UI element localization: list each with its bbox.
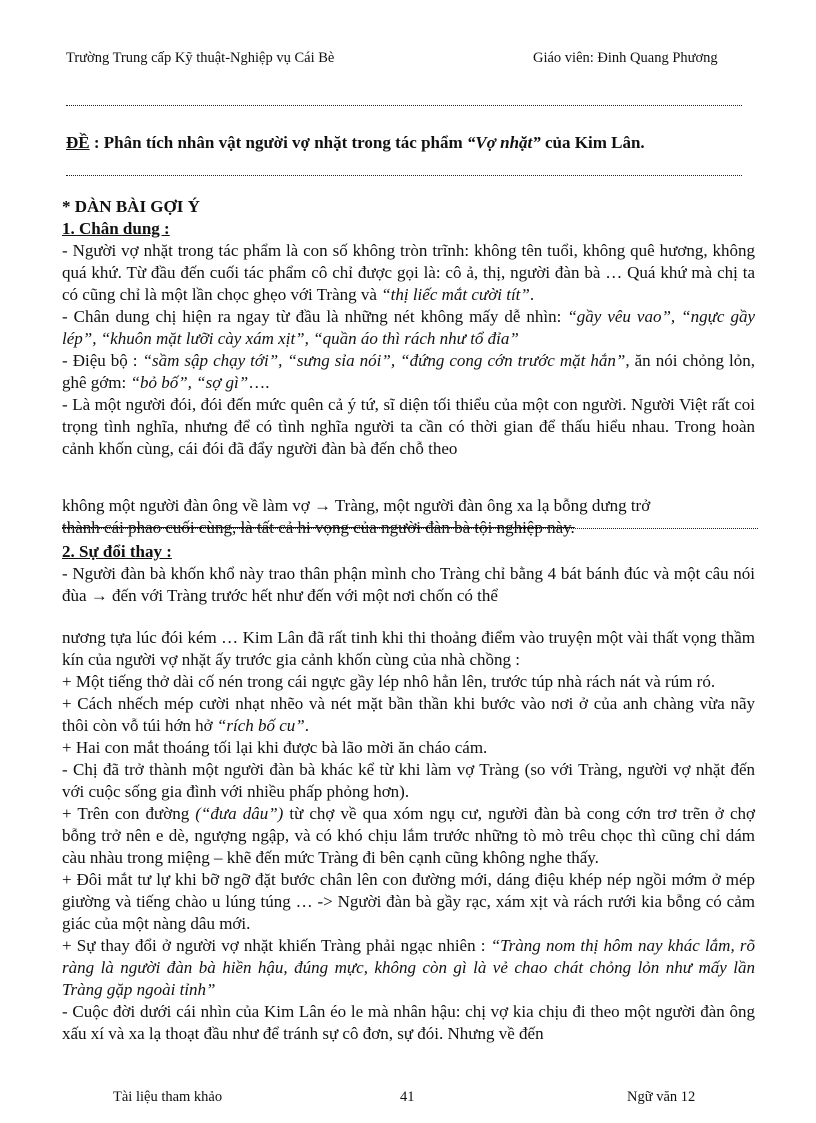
text-run: .	[529, 285, 535, 304]
title-suffix: của Kim Lân.	[540, 133, 645, 152]
title-work: “Vợ nhặt”	[466, 133, 541, 152]
paragraph	[62, 935, 755, 1001]
text-run: + Trên con đường	[62, 804, 196, 823]
text-run: , ăn nói chỏng lỏn, ghê gớm:	[62, 351, 755, 392]
text-run: ….	[248, 373, 270, 392]
title-text: Phân tích nhân vật người vợ nhặt trong tác phẩm	[103, 133, 467, 152]
paragraph: - Là một người đói, đói đến mức quên cả ý tứ, sĩ diện tối thiểu của một con người. Người Việt rất coi trọng tình nghĩa, nhưng để có tình nghĩa người ta cần có thời gian để thấu hiểu nhau. Trong hoàn cảnh khốn cùng, cái đói đã đẩy người đàn bà đến chỗ theo	[62, 395, 755, 458]
quote: “Tràng nom thị hôm nay khác lắm, rõ ràng là người đàn bà hiền hậu, đúng mực, không còn gì là vẻ chao chát chỏng lỏn như mấy lần Tràng gặp ngoài tỉnh”	[62, 936, 756, 999]
outline-heading: * DÀN BÀI GỢI Ý	[62, 197, 200, 216]
quote: “thị liếc mắt cười tít”	[381, 285, 530, 304]
text-run: - Chân dung chị hiện ra ngay từ đầu là những nét không mấy dễ nhìn:	[62, 307, 568, 326]
text-run: - Điệu bộ :	[62, 351, 143, 370]
paragraph: không một người đàn ông về làm vợ → Tràng, một người đàn ông xa lạ bỗng dưng trở	[62, 496, 651, 515]
paragraph	[62, 306, 755, 350]
paragraph: - Cuộc đời dưới cái nhìn của Kim Lân éo le mà nhân hậu: chị vợ kia chịu đi theo một người đàn ông xấu xí và xa lạ thoạt đầu như để tránh sự cô đơn, sự đói. Nhưng về đến	[62, 1002, 755, 1043]
paragraph	[62, 350, 755, 394]
paragraph	[62, 803, 755, 869]
text-run: .	[304, 716, 310, 735]
title-colon: :	[89, 133, 104, 152]
dotted-divider	[66, 175, 742, 176]
paragraph: + Một tiếng thở dài cố nén trong cái ngực gầy lép nhô hẳn lên, trước túp nhà rách nát và rúm ró.	[62, 672, 716, 691]
title-prefix: ĐỀ	[66, 133, 90, 152]
text-run: + Sự thay đổi ở người vợ nhặt khiến Tràng phải ngạc nhiên :	[62, 936, 491, 955]
paragraph: - Chị đã trở thành một người đàn bà khác kể từ khi làm vợ Tràng (so với Tràng, người vợ nhặt đến với cuộc sống gia đình với nhiều phấp phỏng hơn).	[62, 760, 755, 801]
quote: “gầy vêu vao”, “ngực gầy lép”, “khuôn mặt lưỡi cày xám xịt”, “quần áo thì rách như tổ đỉa”	[62, 307, 755, 348]
paragraph: + Hai con mắt thoáng tối lại khi được bà lão mời ăn cháo cám.	[62, 738, 488, 757]
header-teacher: Giáo viên: Đinh Quang Phương	[533, 50, 718, 66]
footer-right: Ngữ văn 12	[627, 1089, 696, 1105]
outline-section-2-continued	[62, 627, 755, 1045]
paragraph: thành cái phao cuối cùng, là tất cả hi vọng của người đàn bà tội nghiệp này.	[62, 518, 575, 537]
dotted-divider	[62, 528, 758, 529]
paragraph	[62, 240, 755, 306]
text-run: từ chợ về qua xóm ngụ cư, người đàn bà cong cớn trơ trẽn ở chợ bỗng trở nên e dè, ngượng ngập, và có khó chịu lắm trước những tò mò trêu chọc thì cũng chỉ dám càu nhàu trong miệng – khẽ đến mức Tràng đi bên cạnh cũng không nghe thấy.	[62, 804, 755, 867]
quote: “sầm sập chạy tới”, “sưng sỉa nói”, “đứng cong cớn trước mặt hắn”	[142, 351, 626, 370]
section-1-heading: 1. Chân dung :	[62, 219, 170, 238]
paragraph: - Người đàn bà khốn khổ này trao thân phận mình cho Tràng chỉ bằng 4 bát bánh đúc và một câu nói đùa → đến với Tràng trước hết như đến với một nơi chốn có thể	[62, 564, 755, 605]
dotted-divider	[66, 105, 742, 106]
essay-title	[66, 133, 645, 153]
quote: (“đưa dâu”)	[195, 804, 284, 823]
text-run: - Người vợ nhặt trong tác phẩm là con số không tròn trĩnh: không tên tuổi, không quê hương, không quá khứ. Từ đầu đến cuối tác phẩm cô chỉ được gọi là: cô ả, thị, người đàn bà … Quá khứ mà chị ta có cũng chỉ là một lần chọc ghẹo với Tràng và	[62, 241, 755, 304]
paragraph: nương tựa lúc đói kém … Kim Lân đã rất tinh khi thi thoảng điểm vào truyện một vài thất vọng thầm kín của người vợ nhặt ấy trước gia cảnh khốn cùng của nhà chồng :	[62, 628, 755, 669]
outline-section-2	[62, 541, 755, 607]
quote: “rích bố cu”	[216, 716, 305, 735]
text-run: + Cách nhếch mép cười nhạt nhẽo và nét mặt bần thần khi bước vào nơi ở của anh chàng vừa nãy thôi còn vỗ túi hớn hở	[62, 694, 755, 735]
outline-section-1	[62, 196, 755, 460]
header-school: Trường Trung cấp Kỹ thuật-Nghiệp vụ Cái Bè	[66, 50, 335, 66]
page-number: 41	[400, 1089, 415, 1105]
paragraph-continuation	[62, 495, 755, 539]
quote: “bỏ bố”, “sợ gì”	[130, 373, 249, 392]
paragraph	[62, 693, 755, 737]
footer-left: Tài liệu tham khảo	[113, 1089, 223, 1105]
paragraph: + Đôi mắt tư lự khi bỡ ngỡ đặt bước chân lên con đường mới, dáng điệu khép nép ngồi mớm ở mép giường và tiếng chào u lúng túng … -> Người đàn bà gầy rạc, xám xịt và rách rưới kia bỗng có cảm giác của một nàng dâu mới.	[62, 870, 755, 933]
section-2-heading: 2. Sự đổi thay :	[62, 542, 172, 561]
